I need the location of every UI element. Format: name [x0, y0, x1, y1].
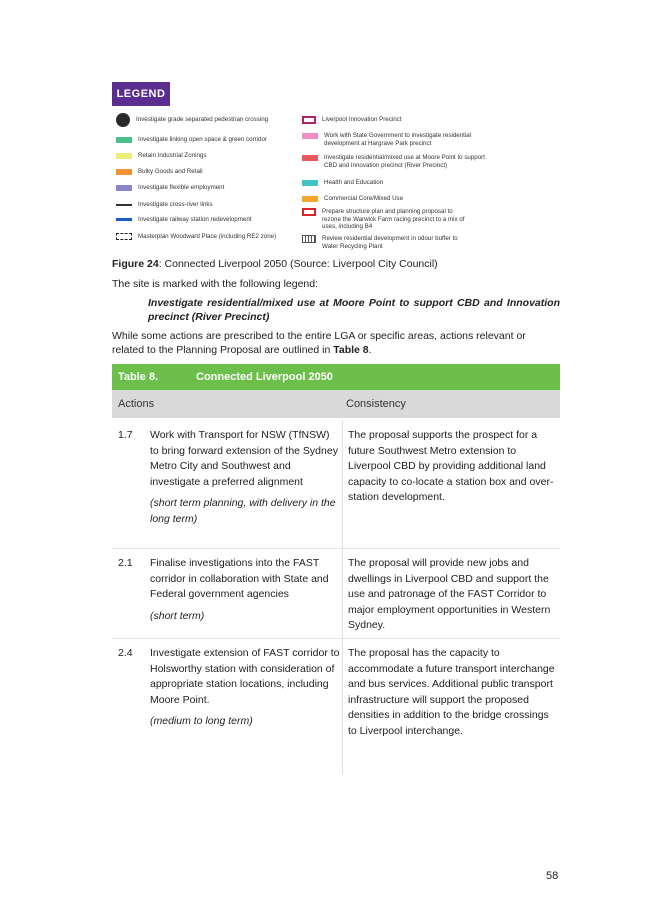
legend-item-label: Investigate linking open space & green corridor	[138, 136, 267, 143]
header-consistency: Consistency	[346, 398, 406, 410]
legend-quote: Investigate residential/mixed use at Moore Point to support CBD and Innovation precinct (River Precinct)	[148, 297, 560, 323]
intro-text: The site is marked with the following legend:	[112, 278, 319, 290]
table-row	[112, 646, 560, 774]
red-outline-icon	[302, 208, 316, 216]
legend-item-label: Retain Industrial Zonings	[138, 152, 207, 159]
table-reference: Table 8	[333, 343, 369, 356]
legend-item	[116, 216, 252, 224]
header-actions: Actions	[118, 398, 155, 410]
action-timing: (short term planning, with delivery in the long term)	[150, 497, 336, 525]
table-row	[112, 428, 560, 549]
hatched-box-icon	[302, 235, 316, 243]
legend-item	[116, 168, 203, 176]
action-cell	[150, 428, 340, 527]
legend-item-label: Bulky Goods and Retail	[138, 168, 203, 175]
consistency-cell: The proposal supports the prospect for a future Southwest Metro extension to Liverpool CBD by providing additional land capacity to co-locate a station box and over-station development.	[348, 429, 554, 503]
action-text: Investigate extension of FAST corridor to Holsworthy station with consideration of appropriate station locations, including Moore Point.	[150, 647, 340, 706]
amber-swatch-icon	[302, 196, 318, 202]
paragraph-text: While some actions are prescribed to the entire LGA or specific areas, actions relevant or related to the Planning Proposal are outlined in	[112, 330, 526, 356]
action-number: 1.7	[118, 429, 133, 441]
table-header	[112, 390, 560, 418]
red-swatch-icon	[302, 155, 318, 161]
figure-caption	[112, 258, 438, 270]
action-number: 2.4	[118, 647, 133, 659]
legend-item-label: Investigate cross-river links	[138, 201, 213, 208]
blue-line-icon	[116, 218, 132, 221]
legend-item-label: Work with State Government to investigate residential development at Hargrave Park precinct	[324, 132, 472, 147]
legend-item	[116, 136, 267, 144]
black-circle-icon	[116, 113, 130, 127]
figure-label: Figure 24	[112, 258, 159, 270]
legend-item-label: Investigate railway station redevelopment	[138, 216, 252, 223]
table-title: Connected Liverpool 2050	[196, 371, 333, 383]
magenta-outline-icon	[302, 116, 316, 124]
dashed-box-icon	[116, 233, 132, 240]
action-timing: (short term)	[150, 609, 205, 622]
legend-item	[302, 179, 552, 187]
action-cell	[150, 646, 340, 730]
legend-item-label: Investigate grade separated pedestrian crossing	[136, 116, 269, 123]
legend-item	[302, 132, 472, 147]
pink-swatch-icon	[302, 133, 318, 139]
legend-item	[116, 116, 268, 127]
legend-item-label: Review residential development in odour buffer to Water Recycling Plant	[322, 235, 458, 250]
green-swatch-icon	[116, 137, 132, 143]
legend-item-label: Commercial Core/Mixed Use	[324, 195, 404, 202]
legend-item	[116, 233, 276, 241]
caption-text: : Connected Liverpool 2050 (Source: Liverpool City Council)	[158, 258, 438, 270]
legend-item-label: Masterplan Woodward Place (including RE2 zone)	[138, 233, 277, 240]
legend-item	[302, 154, 492, 169]
legend-badge: LEGEND	[112, 82, 170, 106]
legend-item	[302, 235, 472, 250]
yellow-swatch-icon	[116, 153, 132, 159]
consistency-cell: The proposal has the capacity to accommodate a future transport interchange and bus services. Additional public transport infrastructure will support the proposed densities in addition to the bridge crossings to Liverpool interchange.	[348, 647, 555, 737]
legend-item-label: Investigate residential/mixed use at Moore Point to support CBD and Innovation precinct (River Precinct)	[324, 154, 485, 169]
action-text: Work with Transport for NSW (TfNSW) to bring forward extension of the Sydney Metro City and Southwest and investigate a preferred alignment	[150, 429, 338, 488]
table-number: Table 8.	[118, 371, 159, 383]
action-text: Finalise investigations into the FAST corridor in collaboration with State and Federal government agencies	[150, 557, 329, 600]
legend-item-label: Prepare structure plan and planning proposal to rezone the Warwick Farm racing precinct to a mix of uses, including B4	[322, 208, 465, 231]
action-timing: (medium to long term)	[150, 715, 253, 727]
legend-item-label: Health and Education	[324, 179, 384, 186]
consistency-cell: The proposal will provide new jobs and dwellings in Liverpool CBD and support the use and patronage of the FAST Corridor to major employment opportunities in Western Sydney.	[348, 557, 551, 631]
legend-item	[116, 152, 206, 160]
purple-swatch-icon	[116, 185, 132, 191]
table-row	[112, 556, 560, 639]
paragraph-end: .	[368, 343, 372, 356]
legend-item	[116, 201, 213, 209]
action-number: 2.1	[118, 557, 133, 569]
column-divider	[342, 638, 343, 774]
thin-line-icon	[116, 204, 132, 206]
legend-item-label: Liverpool Innovation Precinct	[322, 116, 402, 123]
legend-item	[302, 116, 552, 124]
action-cell	[150, 556, 340, 624]
legend-figure	[112, 78, 560, 256]
legend-item	[302, 195, 552, 203]
legend-item	[116, 184, 224, 192]
table-title-bar	[112, 364, 560, 390]
legend-item-label: Investigate flexible employment	[138, 184, 225, 191]
column-divider	[342, 420, 343, 548]
column-divider	[342, 548, 343, 638]
body-paragraph	[112, 330, 560, 357]
legend-item	[302, 208, 472, 231]
orange-swatch-icon	[116, 169, 132, 175]
page-number: 58	[546, 870, 559, 882]
teal-swatch-icon	[302, 180, 318, 186]
